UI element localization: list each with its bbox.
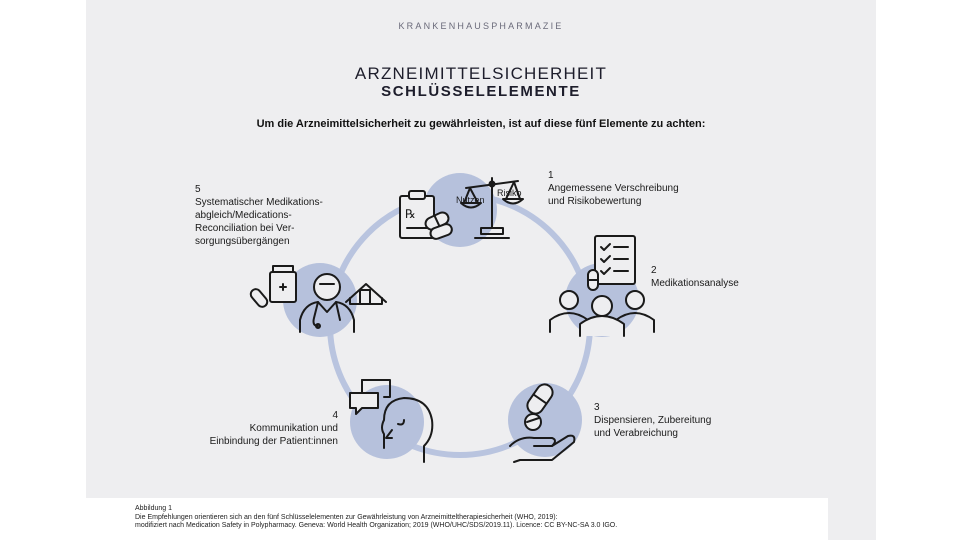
step-5-number: 5: [195, 184, 201, 195]
title-line-2: SCHLÜSSELELEMENTE: [381, 83, 581, 100]
step-4-number: 4: [332, 410, 338, 421]
section-kicker: KRANKENHAUSPHARMAZIE: [398, 21, 564, 31]
step-3-line-1: Dispensieren, Zubereitung: [594, 415, 712, 426]
step-5-line-2: abgleich/Medications-: [195, 210, 292, 221]
step-5-line-1: Systematischer Medikations-: [195, 197, 323, 208]
step-4-line-1: Kommunikation und: [249, 423, 338, 434]
step-1-line-2: und Risikobewertung: [548, 196, 642, 207]
scale-label-left: Nutzen: [456, 195, 485, 205]
caption-label: Abbildung 1: [135, 505, 172, 512]
step-2-line-1: Medikationsanalyse: [651, 278, 739, 289]
step-5-line-4: sorgungsübergängen: [195, 236, 290, 247]
step-3-label: [594, 401, 711, 440]
step-5-label: [195, 183, 323, 248]
step-4-label: [186, 409, 338, 448]
svg-text:℞: ℞: [405, 207, 416, 221]
caption-line-2: modifiziert nach Medication Safety in Polypharmacy. Geneva: World Health Organization; 2019 (WHO/UHC/SDS/2019.11). Licence: CC BY-NC-SA 3.0 IGO.: [135, 522, 618, 530]
step-2-number: 2: [651, 265, 657, 276]
caption-line-1: Die Empfehlungen orientieren sich an den fünf Schlüsselelementen zur Gewährleistung von Arzneimitteltherapiesicherheit (WHO, 2019):: [135, 513, 558, 521]
step-5-line-3: Reconciliation bei Ver-: [195, 223, 295, 234]
intro-text: Um die Arzneimittelsicherheit zu gewährleisten, ist auf diese fünf Elemente zu achten:: [256, 118, 706, 130]
title-line-1: ARZNEIMITTELSICHERHEIT: [354, 64, 608, 83]
step-4-line-2: Einbindung der Patient:innen: [209, 436, 338, 447]
step-1-number: 1: [548, 170, 554, 181]
step-3-line-2: und Verabreichung: [594, 428, 678, 439]
step-1-label: [548, 169, 679, 208]
figure-caption: [135, 505, 617, 531]
step-2-label: [651, 264, 739, 290]
step-3-number: 3: [594, 402, 600, 413]
step-1-line-1: Angemessene Verschreibung: [548, 183, 679, 194]
scale-label-right: Risiko: [497, 188, 522, 198]
